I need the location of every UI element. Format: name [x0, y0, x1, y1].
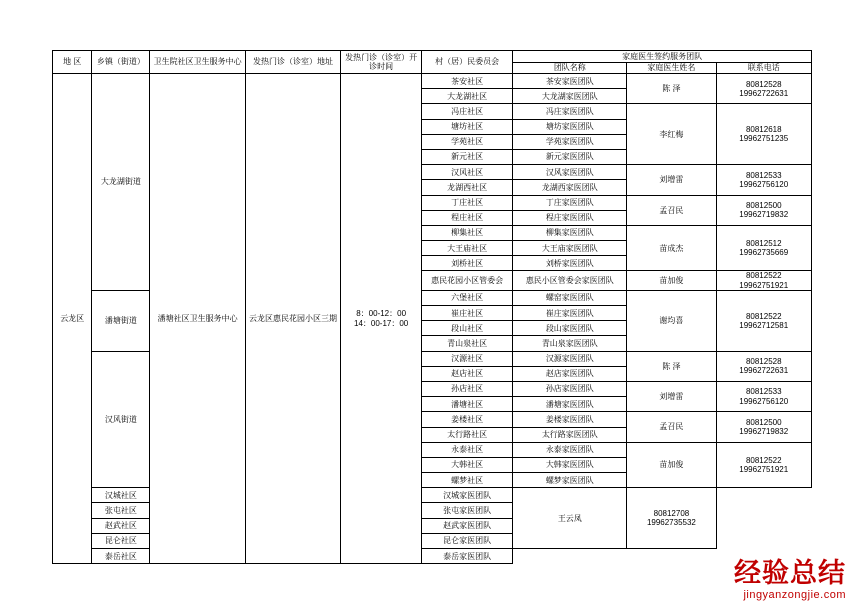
cell-village: 段山社区	[422, 321, 513, 336]
header-town: 乡镇（街道）	[92, 51, 150, 74]
cell-team-name: 程庄家医团队	[513, 210, 627, 225]
cell-doctor-name: 陈 泽	[627, 74, 716, 104]
watermark-en: jingyanzongjie.com	[743, 589, 846, 601]
cell-team-name: 赵武家医团队	[422, 518, 513, 533]
header-clinic-hours: 发热门诊（诊室）开诊时间	[341, 51, 422, 74]
header-team-group: 家庭医生签约服务团队	[513, 51, 812, 63]
cell-team-name: 柳集家医团队	[513, 225, 627, 240]
phone-number: 19962756120	[739, 179, 789, 189]
cell-contact-phone	[716, 271, 812, 290]
cell-team-name: 永泰家医团队	[513, 442, 627, 457]
cell-contact-phone	[716, 290, 812, 351]
cell-team-name: 惠民小区管委会家医团队	[513, 271, 627, 290]
cell-village: 刘桥社区	[422, 256, 513, 271]
cell-clinic-hours: 8：00-12：00 14：00-17：00	[341, 74, 422, 564]
phone-number: 19962756120	[739, 396, 789, 406]
phone-number: 80812500	[745, 417, 782, 427]
cell-doctor-name: 陈 泽	[627, 351, 716, 381]
cell-team-name: 赵店家医团队	[513, 366, 627, 381]
cell-team-name: 学苑家医团队	[513, 134, 627, 149]
cell-village: 赵店社区	[422, 366, 513, 381]
table-row	[53, 74, 812, 89]
cell-team-name: 螺窑家医团队	[513, 290, 627, 305]
cell-village: 学苑社区	[422, 134, 513, 149]
phone-number: 80812522	[745, 271, 782, 281]
cell-team-name: 太行路家医团队	[513, 427, 627, 442]
watermark-cn: 经验总结	[734, 558, 846, 590]
cell-village: 永泰社区	[422, 442, 513, 457]
cell-doctor-name: 李红梅	[627, 104, 716, 165]
cell-team-name: 汉源家医团队	[513, 351, 627, 366]
cell-doctor-name: 苗加俊	[627, 271, 716, 290]
cell-doctor-name: 刘增雷	[627, 165, 716, 195]
cell-village: 六堡社区	[422, 290, 513, 305]
cell-doctor-name: 苗加俊	[627, 442, 716, 488]
phone-number: 80812618	[745, 125, 782, 135]
cell-village: 丁庄社区	[422, 195, 513, 210]
cell-village: 姜楼社区	[422, 412, 513, 427]
cell-village: 大王庙社区	[422, 241, 513, 256]
cell-team-name: 冯庄家医团队	[513, 104, 627, 119]
cell-doctor-name: 刘增雷	[627, 381, 716, 411]
cell-town: 大龙湖街道	[92, 74, 150, 291]
cell-village: 汉风社区	[422, 165, 513, 180]
phone-number: 80812500	[745, 201, 782, 210]
phone-number: 19962719832	[739, 210, 789, 220]
cell-team-name: 丁庄家医团队	[513, 195, 627, 210]
cell-institution: 潘塘社区卫生服务中心	[150, 74, 245, 564]
cell-contact-phone	[716, 195, 812, 225]
cell-region: 云龙区	[53, 74, 92, 564]
cell-doctor-name: 苗成杰	[627, 225, 716, 271]
cell-village: 螺梦社区	[422, 473, 513, 488]
header-contact-phone: 联系电话	[716, 62, 812, 74]
cell-village: 程庄社区	[422, 210, 513, 225]
phone-number: 19962735669	[739, 248, 789, 258]
cell-town: 潘塘街道	[92, 290, 150, 351]
cell-contact-phone	[716, 104, 812, 165]
phone-number: 19962712581	[739, 320, 789, 330]
cell-team-name: 塘坊家医团队	[513, 119, 627, 134]
cell-contact-phone	[716, 381, 812, 411]
header-team-name: 团队名称	[513, 62, 627, 74]
phone-number: 80812528	[745, 79, 782, 89]
phone-number: 19962722631	[739, 88, 789, 98]
header-doctor-name: 家庭医生姓名	[627, 62, 716, 74]
cell-contact-phone	[716, 442, 812, 488]
cell-team-name: 崔庄家医团队	[513, 306, 627, 321]
header-clinic-address: 发热门诊（诊室）地址	[245, 51, 340, 74]
cell-doctor-name: 王云凤	[513, 488, 627, 549]
cell-village: 塘坊社区	[422, 119, 513, 134]
phone-number: 80812522	[745, 311, 782, 321]
cell-contact-phone	[627, 488, 716, 549]
cell-contact-phone	[716, 351, 812, 381]
cell-village: 汉城社区	[92, 488, 150, 503]
header-village-committee: 村（居）民委员会	[422, 51, 513, 74]
cell-team-name: 孙店家医团队	[513, 381, 627, 396]
cell-village: 崔庄社区	[422, 306, 513, 321]
cell-team-name: 青山泉家医团队	[513, 336, 627, 351]
cell-contact-phone	[716, 165, 812, 195]
phone-number: 80812708	[653, 508, 690, 518]
phone-number: 80812522	[745, 455, 782, 465]
cell-team-name: 姜楼家医团队	[513, 412, 627, 427]
cell-town: 汉风街道	[92, 351, 150, 488]
cell-village: 冯庄社区	[422, 104, 513, 119]
phone-number: 80812528	[745, 357, 782, 367]
header-region: 地 区	[53, 51, 92, 74]
cell-village: 青山泉社区	[422, 336, 513, 351]
cell-contact-phone	[716, 74, 812, 104]
cell-clinic-address: 云龙区惠民花园小区三期	[245, 74, 340, 564]
table-header	[53, 51, 812, 74]
cell-team-name: 张屯家医团队	[422, 503, 513, 518]
cell-team-name: 昆仑家医团队	[422, 533, 513, 548]
cell-team-name: 龙湖西家医团队	[513, 180, 627, 195]
cell-village: 龙湖西社区	[422, 180, 513, 195]
cell-team-name: 潘塘家医团队	[513, 397, 627, 412]
table-body	[53, 74, 812, 564]
cell-team-name: 大韩家医团队	[513, 457, 627, 472]
cell-team-name: 泰岳家医团队	[422, 549, 513, 564]
phone-number: 19962719832	[739, 427, 789, 436]
cell-contact-phone	[716, 225, 812, 271]
cell-village: 大龙湖社区	[422, 89, 513, 104]
cell-team-name: 大王庙家医团队	[513, 241, 627, 256]
cell-team-name: 大龙湖家医团队	[513, 89, 627, 104]
cell-village: 茶安社区	[422, 74, 513, 89]
cell-village: 昆仑社区	[92, 533, 150, 548]
cell-village: 泰岳社区	[92, 549, 150, 564]
cell-team-name: 段山家医团队	[513, 321, 627, 336]
fever-clinic-table	[52, 50, 812, 564]
cell-village: 潘塘社区	[422, 397, 513, 412]
cell-team-name: 刘桥家医团队	[513, 256, 627, 271]
cell-team-name: 螺梦家医团队	[513, 473, 627, 488]
phone-number: 80812533	[745, 170, 782, 180]
cell-village: 惠民花园小区管委会	[422, 271, 513, 290]
phone-number: 80812533	[745, 387, 782, 397]
cell-village: 张屯社区	[92, 503, 150, 518]
cell-team-name: 汉城家医团队	[422, 488, 513, 503]
cell-doctor-name: 孟召民	[627, 195, 716, 225]
cell-village: 太行路社区	[422, 427, 513, 442]
phone-number: 19962751921	[739, 280, 789, 290]
cell-village: 赵武社区	[92, 518, 150, 533]
cell-village: 大韩社区	[422, 457, 513, 472]
cell-doctor-name: 孟召民	[627, 412, 716, 442]
cell-village: 孙店社区	[422, 381, 513, 396]
phone-number: 19962722631	[739, 366, 789, 376]
phone-number: 19962751921	[739, 464, 789, 474]
cell-village: 柳集社区	[422, 225, 513, 240]
header-institution: 卫生院社区卫生服务中心	[150, 51, 245, 74]
phone-number: 19962735532	[646, 518, 696, 528]
phone-number: 80812512	[745, 238, 782, 248]
cell-village: 汉源社区	[422, 351, 513, 366]
cell-contact-phone	[716, 412, 812, 442]
watermark	[734, 559, 846, 601]
cell-team-name: 汉风家医团队	[513, 165, 627, 180]
cell-doctor-name: 谢均喜	[627, 290, 716, 351]
cell-team-name: 茶安家医团队	[513, 74, 627, 89]
cell-village: 新元社区	[422, 149, 513, 164]
cell-team-name: 新元家医团队	[513, 149, 627, 164]
phone-number: 19962751235	[739, 134, 789, 144]
